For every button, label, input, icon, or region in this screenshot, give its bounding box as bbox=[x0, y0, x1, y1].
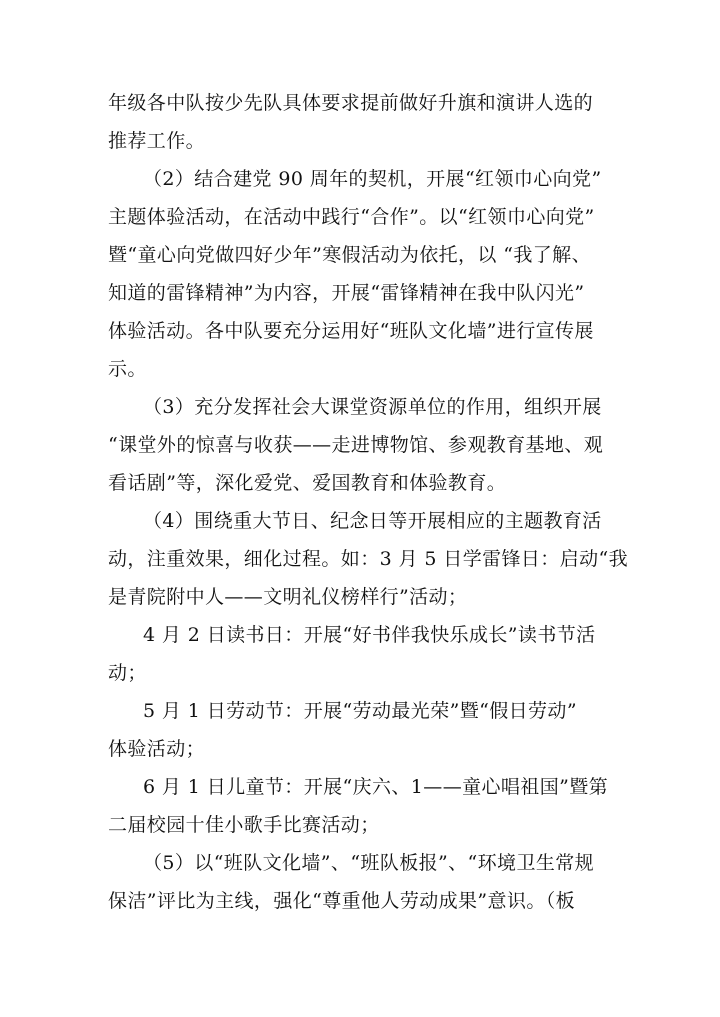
text-line: （5）以“班队文化墙”、“班队板报”、“环境卫生常规 bbox=[143, 852, 595, 874]
text-line: 动； bbox=[108, 662, 147, 684]
text-line: 暨“童心向党做四好少年”寒假活动为依托，以 “我了解、 bbox=[108, 244, 591, 266]
text-line: 体验活动； bbox=[108, 738, 206, 760]
text-line: 4 月 2 日读书日：开展“好书伴我快乐成长”读书节活 bbox=[143, 624, 596, 646]
text-line: 保洁”评比为主线，强化“尊重他人劳动成果”意识。（板 bbox=[108, 890, 576, 912]
text-line: 知道的雷锋精神”为内容，开展“雷锋精神在我中队闪光” bbox=[108, 282, 585, 304]
text-line: 推荐工作。 bbox=[108, 130, 206, 152]
text-line: （3）充分发挥社会大课堂资源单位的作用，组织开展 bbox=[143, 396, 602, 418]
text-line: 看话剧”等，深化爱党、爱国教育和体验教育。 bbox=[108, 472, 507, 494]
text-line: 年级各中队按少先队具体要求提前做好升旗和演讲人选的 bbox=[108, 92, 594, 114]
text-line: “课堂外的惊喜与收获——走进博物馆、参观教育基地、观 bbox=[108, 434, 604, 456]
text-line: 6 月 1 日儿童节：开展“庆六、1——童心唱祖国”暨第 bbox=[143, 776, 609, 798]
text-line: 主题体验活动，在活动中践行“合作”。以“红领巾心向党” bbox=[108, 206, 595, 228]
text-line: 体验活动。各中队要充分运用好“班队文化墙”进行宣传展 bbox=[108, 320, 594, 342]
text-line: 动，注重效果，细化过程。如：3 月 5 日学雷锋日：启动“我 bbox=[108, 548, 629, 570]
text-line: 二届校园十佳小歌手比赛活动； bbox=[108, 814, 380, 836]
text-line: 示。 bbox=[108, 358, 147, 380]
text-line: 5 月 1 日劳动节：开展“劳动最光荣”暨“假日劳动” bbox=[143, 700, 577, 722]
text-line: 是青院附中人——文明礼仪榜样行”活动； bbox=[108, 586, 468, 608]
text-line: （2）结合建党 90 周年的契机，开展“红领巾心向党” bbox=[143, 168, 602, 190]
text-line: （4）围绕重大节日、纪念日等开展相应的主题教育活 bbox=[143, 510, 602, 532]
